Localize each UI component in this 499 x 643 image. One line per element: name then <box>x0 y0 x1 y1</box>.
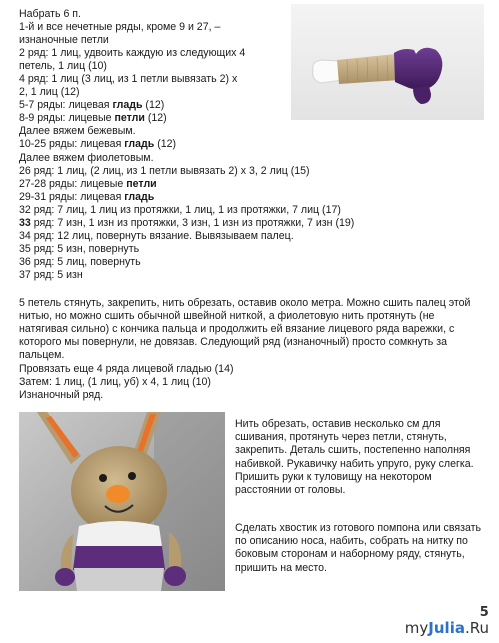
instruction-text: 34 ряд: 12 лиц, повернуть вязание. Вывязываем палец. <box>19 229 294 242</box>
right-paragraph-2-text: Сделать хвостик из готового помпона или связать по описанию носа, набить, собрать на нитку по боковым сторонам и наборному ряду, стянуть, пришить на место. <box>235 522 481 574</box>
tail-line: Изнаночный ряд. <box>19 389 104 402</box>
instruction-emphasis: 33 <box>19 216 31 229</box>
instruction-text: 26 ряд: 1 лиц, (2 лиц, из 1 петли вывязать 2) х 3, 2 лиц (15) <box>19 164 310 177</box>
instruction-text: Набрать 6 п. <box>19 8 81 20</box>
instruction-line <box>19 203 341 217</box>
instruction-line <box>19 138 291 151</box>
instruction-line <box>19 60 291 73</box>
site-logo <box>404 605 489 637</box>
paragraph-main-text: 5 петель стянуть, закрепить, нить обрезать, оставив около метра. Можно сшить палец этой нитью, но можно сшить обычной швейной ниткой, а фиолетовую нить протянуть (не натягивая сильно) с кончика пальца и продолжить ей вязание лицевого ряда варежки, с которого мы повернули, не довязав. Следующий ряд (изнаночный) просто сомкнуть за пальцем. <box>19 297 471 362</box>
instruction-emphasis: гладь <box>112 99 143 112</box>
page-number: 5 <box>479 605 489 620</box>
tail-line: Провязать еще 4 ряда лицевой гладью (14) <box>19 363 234 375</box>
tail-line: Затем: 1 лиц, (1 лиц, уб) х 4, 1 лиц (10) <box>19 376 211 389</box>
instruction-line <box>19 152 291 165</box>
instruction-line <box>19 8 291 21</box>
instruction-emphasis: гладь <box>124 190 155 203</box>
instruction-line <box>19 34 291 47</box>
instruction-text: 27-28 ряды: лицевые <box>19 177 127 190</box>
instruction-text: (12) <box>144 112 167 125</box>
instruction-text: (12) <box>142 99 165 112</box>
arm-photo <box>291 4 484 120</box>
instruction-text: изнаночные петли <box>19 34 109 47</box>
instruction-text: 5-7 ряды: лицевая <box>19 99 113 112</box>
instruction-line <box>19 269 291 282</box>
instruction-line <box>19 256 291 269</box>
logo-prefix: my <box>404 619 429 637</box>
instruction-text: 4 ряд: 1 лиц (3 лиц, из 1 петли вывязать 2) х <box>19 73 238 86</box>
right-paragraph-1-text: Нить обрезать, оставив несколько см для сшивания, протянуть через петли, стянуть, закрепить. Деталь сшить, постепенно наполняя набивкой. Рукавичку набить упруго, руку слегка. Пришить руки к туловищу на некотором расстоянии от головы. <box>235 418 474 497</box>
instruction-text: (12) <box>154 138 177 151</box>
instruction-emphasis: петли <box>126 177 157 190</box>
logo-suffix: .Ru <box>464 619 489 637</box>
instruction-line <box>19 73 291 86</box>
tail-lines <box>19 363 481 402</box>
instruction-line <box>19 86 291 99</box>
right-paragraph-2 <box>235 522 490 575</box>
instruction-text: 36 ряд: 5 лиц, повернуть <box>19 255 141 268</box>
instruction-text: петель, 1 лиц (10) <box>19 60 107 73</box>
instruction-line <box>19 125 291 138</box>
instruction-text: Далее вяжем бежевым. <box>19 125 136 138</box>
instruction-line <box>19 191 291 204</box>
instruction-line <box>19 47 291 60</box>
instruction-text: 8-9 ряды: лицевые <box>19 112 115 125</box>
instruction-emphasis: гладь <box>124 138 155 151</box>
instruction-text: 37 ряд: 5 изн <box>19 268 83 281</box>
bunny-photo <box>19 412 225 591</box>
instruction-text: 2, 1 лиц (12) <box>19 86 80 99</box>
instruction-line <box>19 229 294 243</box>
instruction-text: Далее вяжем фиолетовым. <box>19 151 154 164</box>
instruction-emphasis: петли <box>114 112 145 125</box>
instruction-line <box>19 178 291 191</box>
paragraph-main <box>19 297 481 362</box>
right-paragraph-1 <box>235 418 490 497</box>
instruction-line <box>19 99 291 112</box>
instruction-line <box>19 164 310 178</box>
instruction-text: 29-31 ряды: лицевая <box>19 190 125 203</box>
instruction-line <box>19 21 291 34</box>
instruction-line <box>19 112 291 125</box>
instruction-line <box>19 243 291 256</box>
instruction-text: 1-й и все нечетные ряды, кроме 9 и 27, – <box>19 21 221 34</box>
instruction-text: 10-25 ряды: лицевая <box>19 138 125 151</box>
instruction-text: 2 ряд: 1 лиц, удвоить каждую из следующих 4 <box>19 47 246 60</box>
logo-accent: Julia <box>428 619 465 637</box>
instruction-text: 32 ряд: 7 лиц, 1 лиц из протяжки, 1 лиц, 1 из протяжки, 7 лиц (17) <box>19 203 341 216</box>
instruction-text: 35 ряд: 5 изн, повернуть <box>19 242 140 255</box>
instructions-block <box>19 8 355 282</box>
instruction-line <box>19 216 355 230</box>
instruction-text: ряд: 7 изн, 1 изн из протяжки, 3 изн, 1 изн из протяжки, 7 изн (19) <box>30 216 355 229</box>
